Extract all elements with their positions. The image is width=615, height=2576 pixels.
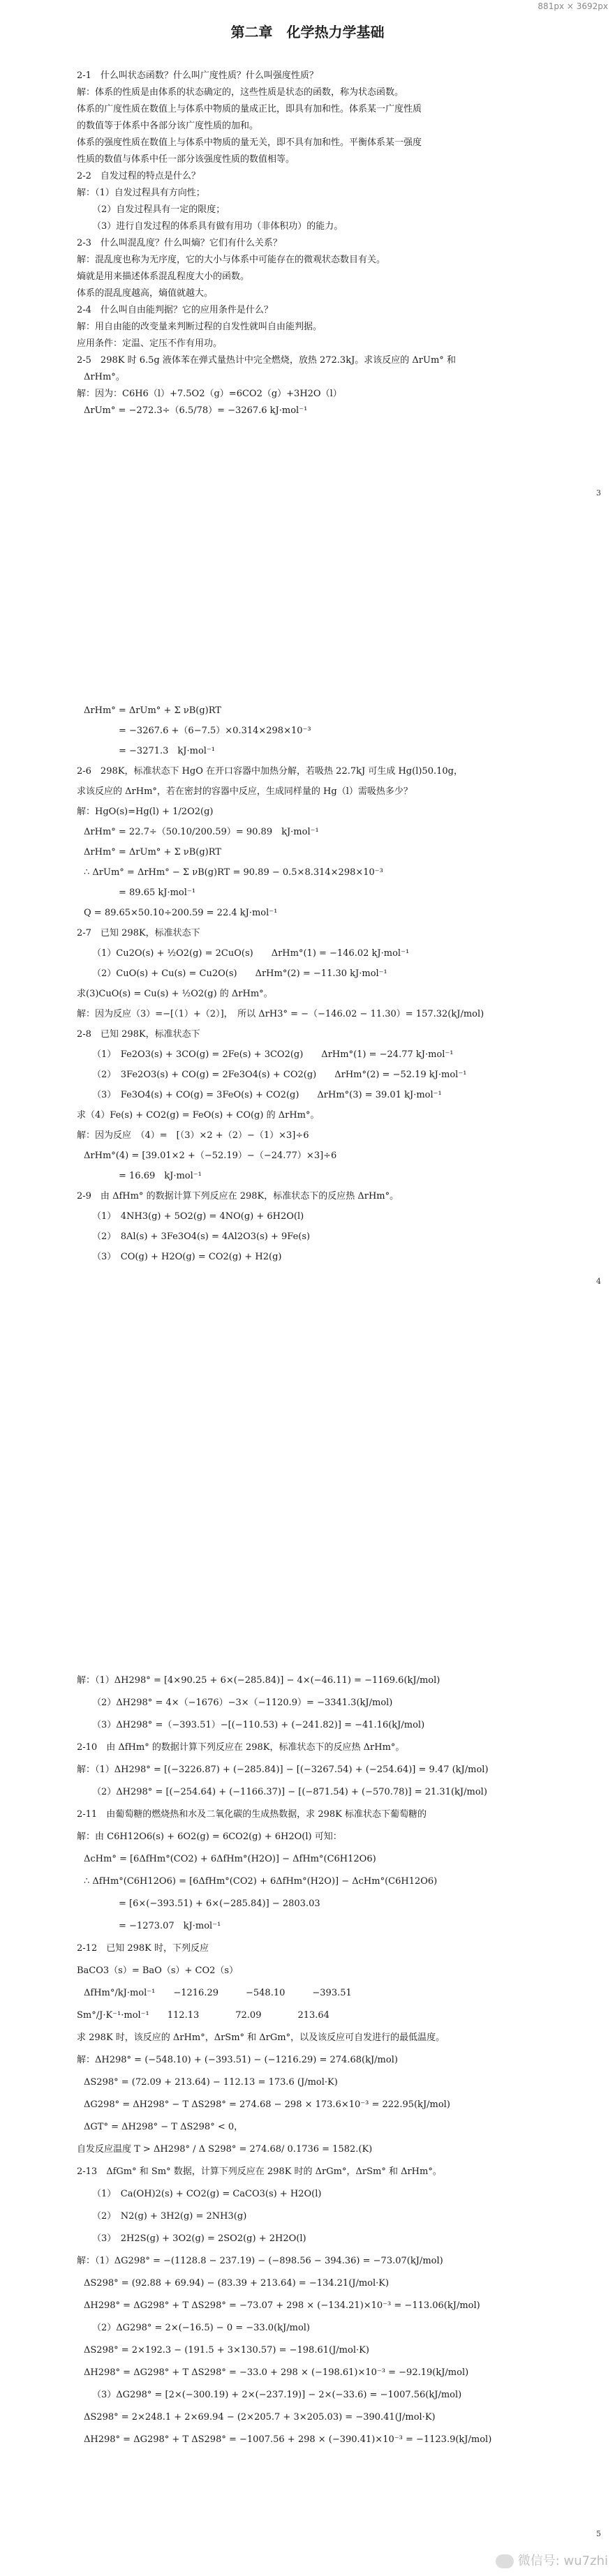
text-line: 2-4 什么叫自由能判据？它的应用条件是什么？ xyxy=(77,305,273,315)
text-line: 体系的广度性质在数值上与体系中物质的量成正比，即具有加和性。体系某一广度性质 xyxy=(77,104,422,114)
text-line: ΔrHm° = ΔrUm° + Σ νB(g)RT xyxy=(84,705,221,716)
text-line: 求（4）Fe(s) + CO2(g) = FeO(s) + CO(g) 的 ΔrHm°。 xyxy=(77,1110,320,1121)
text-line: （2） N2(g) + 3H2(g) = 2NH3(g) xyxy=(92,2211,247,2222)
text-line: 的数值等于体系中各部分该广度性质的加和。 xyxy=(77,121,259,131)
text-line: （2）自发过程具有一定的限度； xyxy=(92,204,225,215)
text-line: 解：（1）ΔG298° = −(1128.8 − 237.19) − (−898.56 − 394.36) = −73.07(kJ/mol) xyxy=(77,2256,443,2266)
text-line: 性质的数值与体系中任一部分该强度性质的数值相等。 xyxy=(77,154,295,165)
text-line: ΔS298° = 2×192.3 − (191.5 + 3×130.57) = −198.61(J/mol·K) xyxy=(84,2345,369,2356)
text-line: 2-10 由 ΔfHm° 的数据计算下列反应在 298K，标准状态下的反应热 ΔrHm°。 xyxy=(77,1742,405,1753)
text-line: 解：（1）自发过程具有方向性； xyxy=(77,188,205,198)
text-line: （2）ΔH298° = [(−254.64) + (−1166.37)] − [(−871.54) + (−570.78)] = 21.31(kJ/mol) xyxy=(92,1787,487,1797)
page-number: 3 xyxy=(596,488,601,497)
text-line: （2） 3Fe2O3(s) + CO(g) = 2Fe3O4(s) + CO2(g) ΔrHm°(2) = −52.19 kJ·mol⁻¹ xyxy=(92,1070,467,1080)
text-line: 熵就是用来描述体系混乱程度大小的函数。 xyxy=(77,271,250,282)
text-line: ΔrUm° = −272.3÷（6.5/78）= −3267.6 kJ·mol⁻¹ xyxy=(84,405,308,416)
text-line: 2-8 已知 298K，标准状态下 xyxy=(77,1029,200,1040)
text-line: （2）CuO(s) + Cu(s) = Cu2O(s) ΔrHm°(2) = −11.30 kJ·mol⁻¹ xyxy=(92,968,387,979)
text-line: ΔS298° = (72.09 + 213.64) − 112.13 = 173.6 (J/mol·K) xyxy=(84,2077,338,2088)
text-line: ΔH298° = ΔG298° + T ΔS298° = −33.0 + 298 × (−198.61)×10⁻³ = −92.19(kJ/mol) xyxy=(84,2367,469,2378)
text-line: 解：HgO(s)=Hg(l) + 1/2O2(g) xyxy=(77,807,214,817)
text-line: （1）Cu2O(s) + ½O2(g) = 2CuO(s) ΔrHm°(1) = −146.02 kJ·mol⁻¹ xyxy=(92,948,410,959)
text-line: ΔS298° = (92.88 + 69.94) − (83.39 + 213.64) = −134.21(J/mol·K) xyxy=(84,2278,390,2289)
text-line: 解：用自由能的改变量来判断过程的自发性就叫自由能判据。 xyxy=(77,322,323,332)
text-line: 2-2 自发过程的特点是什么？ xyxy=(77,171,200,181)
text-line: （2）ΔG298° = 2×(−16.5) − 0 = −33.0(kJ/mol) xyxy=(92,2323,311,2333)
text-line: 2-9 由 ΔfHm° 的数据计算下列反应在 298K，标准状态下的反应热 ΔrHm°。 xyxy=(77,1191,399,1201)
text-line: （3）进行自发过程的体系具有做有用功（非体积功）的能力。 xyxy=(92,221,343,232)
text-line: 2-5 298K 时 6.5g 液体苯在弹式量热计中完全燃烧，放热 272.3kJ。求该反应的 ΔrUm° 和 xyxy=(77,355,456,366)
text-line: （3） 2H2S(g) + 3O2(g) = 2SO2(g) + 2H2O(l) xyxy=(92,2233,306,2244)
text-line: （1） 4NH3(g) + 5O2(g) = 4NO(g) + 6H2O(l) xyxy=(92,1211,304,1222)
text-line: 体系的混乱度越高，熵值就越大。 xyxy=(77,288,214,299)
text-line: （2）ΔH298° = 4×（−1676）−3×（−1120.9）= −3341.3(kJ/mol) xyxy=(92,1698,393,1708)
text-line: = −3271.3 kJ·mol⁻¹ xyxy=(119,746,216,756)
text-line: = −3267.6 +（6−7.5）×0.314×298×10⁻³ xyxy=(119,726,311,736)
text-line: ΔfHm°/kJ·mol⁻¹ −1216.29 −548.10 −393.51 xyxy=(84,1988,352,1998)
text-line: 2-12 已知 298K 时，下列反应 xyxy=(77,1943,209,1954)
text-line: 解：混乱度也称为无序度，它的大小与体系中可能存在的微观状态数目有关。 xyxy=(77,255,386,265)
text-line: 解：因为反应（3）=−[（1）+（2）]， 所以 ΔrH3° = −（−146.02 − 11.30）= 157.32(kJ/mol) xyxy=(77,1009,484,1019)
text-line: 2-11 由葡萄糖的燃烧热和水及二氧化碳的生成热数据，求 298K 标准状态下葡萄糖的 xyxy=(77,1809,427,1820)
text-line: ΔH298° = ΔG298° + T ΔS298° = −73.07 + 298 × (−134.21)×10⁻³ = −113.06(kJ/mol) xyxy=(84,2300,480,2311)
text-line: 应用条件：定温、定压不作有用功。 xyxy=(77,338,223,349)
text-line: 2-1 什么叫状态函数？什么叫广度性质？什么叫强度性质？ xyxy=(77,70,318,81)
text-line: 解：体系的性质是由体系的状态确定的，这些性质是状态的函数，称为状态函数。 xyxy=(77,87,404,98)
text-line: （3）ΔG298° = [2×(−300.19) + 2×(−237.19)] − 2×(−33.6) = −1007.56(kJ/mol) xyxy=(92,2390,462,2400)
text-line: （1） Fe2O3(s) + 3CO(g) = 2Fe(s) + 3CO2(g) ΔrHm°(1) = −24.77 kJ·mol⁻¹ xyxy=(92,1049,454,1060)
text-line: 体系的强度性质在数值上与体系中物质的量无关，即不具有加和性。平衡体系某一强度 xyxy=(77,137,422,148)
text-line: 解：由 C6H12O6(s) + 6O2(g) = 6CO2(g) + 6H2O(l) 可知： xyxy=(77,1832,342,1842)
text-line: = 89.65 kJ·mol⁻¹ xyxy=(119,888,195,898)
text-line: Sm°/J·K⁻¹·mol⁻¹ 112.13 72.09 213.64 xyxy=(77,2010,329,2021)
text-line: （3） Fe3O4(s) + CO(g) = 3FeO(s) + CO2(g) ΔrHm°(3) = 39.01 kJ·mol⁻¹ xyxy=(92,1090,442,1100)
text-line: ΔS298° = 2×248.1 + 2×69.94 − (2×205.7 + 3×205.03) = −390.41(J/mol·K) xyxy=(84,2412,436,2423)
text-line: = −1273.07 kJ·mol⁻¹ xyxy=(119,1921,221,1931)
text-line: 2-13 ΔfGm° 和 Sm° 数据，计算下列反应在 298K 时的 ΔrGm°，ΔrSm° 和 ΔrHm°。 xyxy=(77,2166,442,2177)
text-line: 解：（1）ΔH298° = [(−3226.87) + (−285.84)] − [(−3267.54) + (−254.64)] = 9.47 (kJ/mol) xyxy=(77,1765,489,1775)
chapter-title: 第二章 化学热力学基础 xyxy=(230,24,385,40)
text-line: Q = 89.65×50.10÷200.59 = 22.4 kJ·mol⁻¹ xyxy=(84,908,278,918)
text-line: 解：因为：C6H6（l）+7.5O2（g）=6CO2（g）+3H2O（l） xyxy=(77,389,342,399)
text-line: ΔrHm° = ΔrUm° + Σ νB(g)RT xyxy=(84,847,221,858)
text-line: ΔcHm° = [6ΔfHm°(CO2) + 6ΔfHm°(H2O)] − ΔfHm°(C6H12O6) xyxy=(84,1854,376,1864)
page-number: 4 xyxy=(596,1277,601,1286)
text-line: = 16.69 kJ·mol⁻¹ xyxy=(119,1171,202,1181)
text-line: ∴ ΔrUm° = ΔrHm° − Σ νB(g)RT = 90.89 − 0.5×8.314×298×10⁻³ xyxy=(84,867,383,878)
text-line: = [6×(−393.51) + 6×(−285.84)] − 2803.03 xyxy=(119,1899,320,1909)
text-line: ΔrHm° = 22.7÷（50.10/200.59）= 90.89 kJ·mol⁻¹ xyxy=(84,827,319,837)
text-line: 2-3 什么叫混乱度？什么叫熵？它们有什么关系？ xyxy=(77,238,282,248)
text-line: 解：因为反应 （4）= [（3）×2 +（2）−（1）×3]÷6 xyxy=(77,1130,309,1141)
text-line: ΔrHm°(4) = [39.01×2 +（−52.19）−（−24.77）×3]÷6 xyxy=(84,1151,337,1161)
text-line: 求 298K 时，该反应的 ΔrHm°，ΔrSm° 和 ΔrGm°，以及该反应可自发进行的最低温度。 xyxy=(77,2032,445,2043)
text-line: （3） CO(g) + H2O(g) = CO2(g) + H2(g) xyxy=(92,1252,282,1262)
text-line: ΔrHm°。 xyxy=(84,372,125,382)
text-line: 求(3)CuO(s) = Cu(s) + ½O2(g) 的 ΔrHm°。 xyxy=(77,989,273,999)
text-line: 解：（1）ΔH298° = [4×90.25 + 6×(−285.84)] − 4×(−46.11) = −1169.6(kJ/mol) xyxy=(77,1675,440,1686)
text-line: BaCO3（s）= BaO（s）+ CO2（s） xyxy=(77,1965,239,1976)
text-line: 2-7 已知 298K，标准状态下 xyxy=(77,928,200,938)
text-line: 解：ΔH298° = (−548.10) + (−393.51) − (−1216.29) = 274.68(kJ/mol) xyxy=(77,2055,398,2065)
wechat-watermark: 微信号: wu7zhi xyxy=(496,2551,608,2569)
text-line: ΔH298° = ΔG298° + T ΔS298° = −1007.56 + 298 × (−390.41)×10⁻³ = −1123.9(kJ/mol) xyxy=(84,2434,492,2445)
text-line: ∴ ΔfHm°(C6H12O6) = [6ΔfHm°(CO2) + 6ΔfHm°(H2O)] − ΔcHm°(C6H12O6) xyxy=(84,1876,438,1887)
image-size-label: 881px × 3692px xyxy=(538,1,608,11)
text-line: 自发反应温度 T > ΔH298° / Δ S298° = 274.68/ 0.1736 = 1582.(K) xyxy=(77,2144,373,2155)
text-line: （1） Ca(OH)2(s) + CO2(g) = CaCO3(s) + H2O(l) xyxy=(92,2189,322,2199)
page-number: 5 xyxy=(596,2529,601,2538)
text-line: 2-6 298K，标准状态下 HgO 在开口容器中加热分解，若吸热 22.7kJ 可生成 Hg(l)50.10g， xyxy=(77,766,463,777)
text-line: （2） 8Al(s) + 3Fe3O4(s) = 4Al2O3(s) + 9Fe(s) xyxy=(92,1231,311,1242)
text-line: ΔGT° = ΔH298° − T ΔS298° < 0， xyxy=(84,2122,244,2132)
text-line: 求该反应的 ΔrHm°，若在密封的容器中反应，生成同样量的 Hg（l）需吸热多少？ xyxy=(77,786,413,797)
text-line: （3）ΔH298° =（−393.51）−[(−110.53) + (−241.82)] = −41.16(kJ/mol) xyxy=(92,1720,425,1730)
wechat-icon xyxy=(496,2554,514,2568)
text-line: ΔG298° = ΔH298° − T ΔS298° = 274.68 − 298 × 173.6×10⁻³ = 222.95(kJ/mol) xyxy=(84,2099,450,2110)
